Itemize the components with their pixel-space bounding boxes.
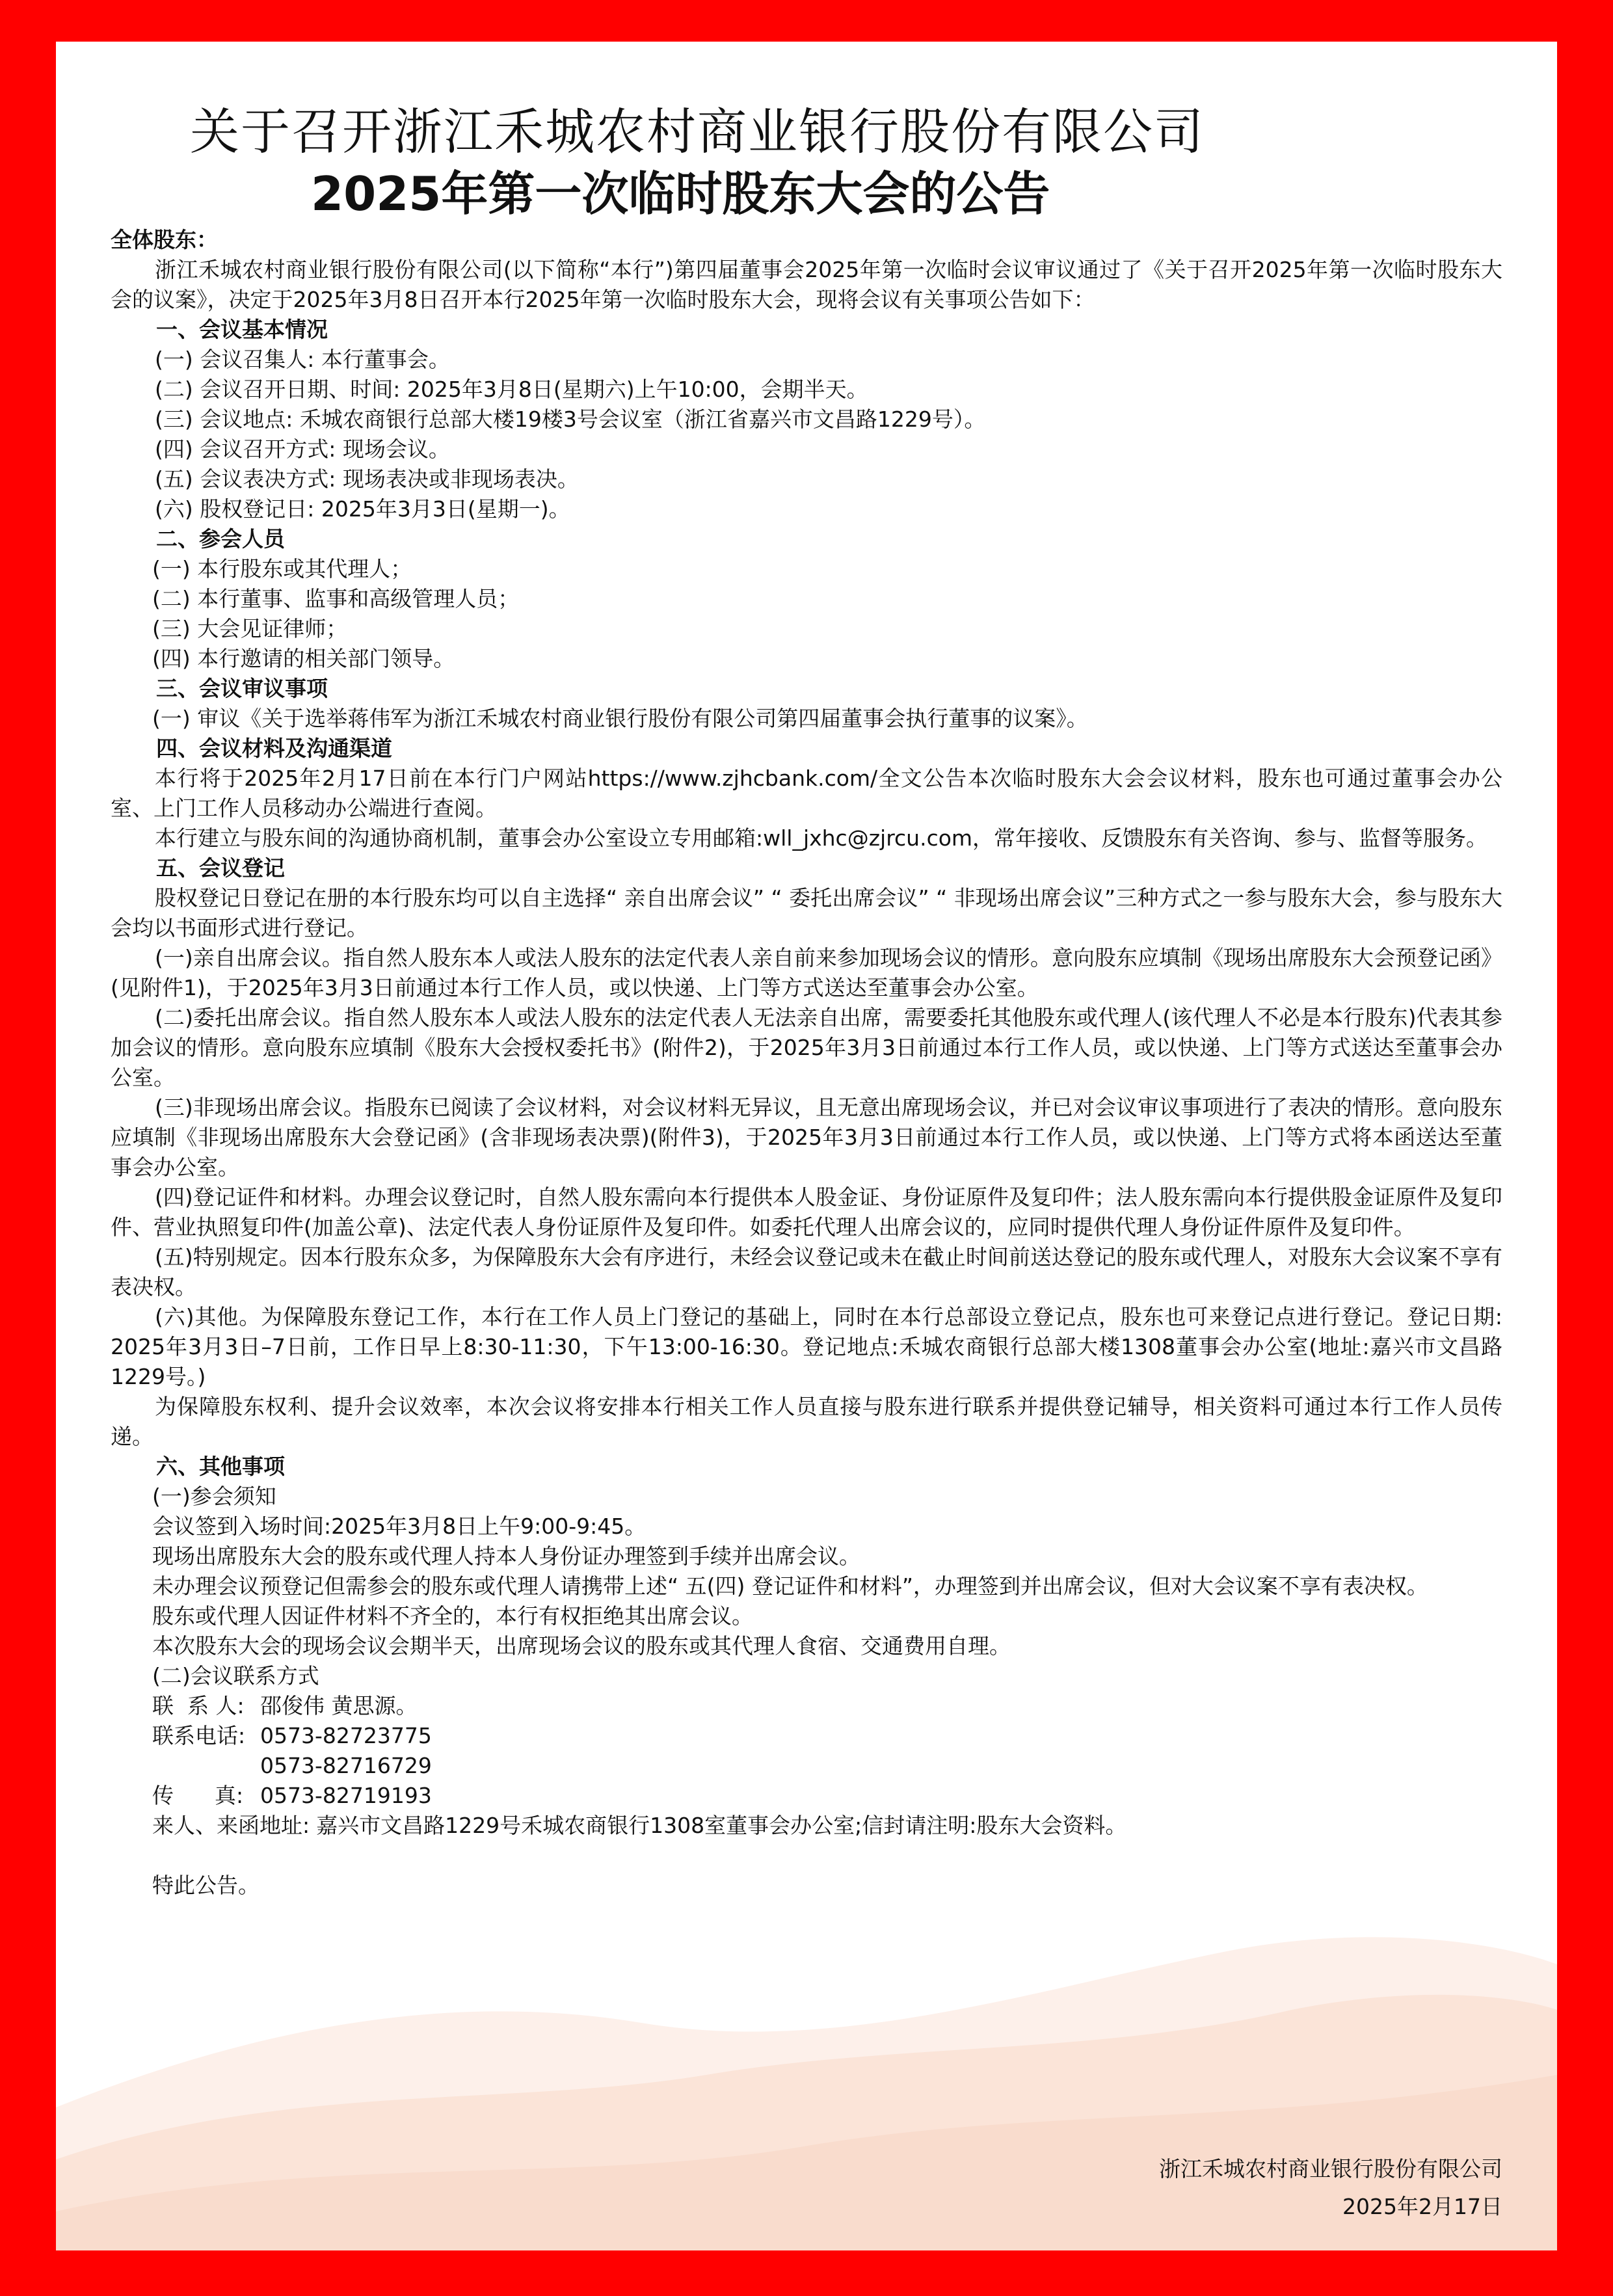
section-6-sub1-item: 现场出席股东大会的股东或代理人持本人身份证办理签到手续并出席会议。 (152, 1543, 860, 1569)
section-1-item: (二) 会议召开日期、时间: 2025年3月8日(星期六)上午10:00，会期半天。 (155, 377, 868, 402)
title-line-2: 2025年第一次临时股东大会的公告 (311, 167, 1050, 221)
section-1-item: (六) 股权登记日: 2025年3月3日(星期一)。 (155, 496, 570, 522)
signature-date: 2025年2月17日 (1342, 2194, 1502, 2219)
section-6-sub1-item: 股东或代理人因证件材料不齐全的，本行有权拒绝其出席会议。 (152, 1603, 753, 1629)
section-5-paragraph: (三)非现场出席会议。指股东已阅读了会议材料，对会议材料无异议，且无意出席现场会议，并已对会议审议事项进行了表决的情形。意向股东应填制《非现场出席股东大会登记函》(含非现场表决票)(附件3)，于2025年3月3日前通过本行工作人员，或以快递、上门等方式将本函送达至董事会办公室。 (111, 1095, 1502, 1180)
intro-paragraph: 浙江禾城农村商业银行股份有限公司(以下简称“本行”)第四届董事会2025年第一次临时会议审议通过了《关于召开2025年第一次临时股东大会的议案》，决定于2025年3月8日召开本行2025年第一次临时股东大会，现将会议有关事项公告如下： (111, 257, 1502, 312)
section-1-heading: 一、会议基本情况 (156, 317, 328, 342)
section-6-sub1-title: (一)参会须知 (152, 1484, 276, 1509)
section-1-item: (三) 会议地点: 禾城农商银行总部大楼19楼3号会议室（浙江省嘉兴市文昌路1229号）。 (155, 407, 986, 432)
contact-people-value: 邵俊伟 黄思源。 (260, 1693, 418, 1718)
section-6-sub1-item: 会议签到入场时间:2025年3月8日上午9:00-9:45。 (152, 1514, 647, 1539)
closing-remark: 特此公告。 (152, 1873, 260, 1898)
section-6-sub1-item: 本次股东大会的现场会议会期半天，出席现场会议的股东或其代理人食宿、交通费用自理。 (152, 1633, 1011, 1659)
section-5-paragraph: (二)委托出席会议。指自然人股东本人或法人股东的法定代表人无法亲自出席，需要委托其他股东或代理人(该代理人不必是本行股东)代表其参加会议的情形。意向股东应填制《股东大会授权委托书》(附件2)，于2025年3月3日前通过本行工作人员，或以快递、上门等方式送达至董事会办公室。 (111, 1005, 1502, 1090)
contact-phone-row (111, 1721, 1502, 1751)
notice-body (111, 225, 1502, 1901)
section-5-paragraph: (一)亲自出席会议。指自然人股东本人或法人股东的法定代表人亲自前来参加现场会议的情形。意向股东应填制《现场出席股东大会预登记函》(见附件1)，于2025年3月3日前通过本行工作人员，或以快递、上门等方式送达至董事会办公室。 (111, 945, 1502, 1000)
contact-phone-value: 0573-82723775 (260, 1723, 432, 1748)
section-5-paragraph: 股权登记日登记在册的本行股东均可以自主选择“ 亲自出席会议” “ 委托出席会议” “ 非现场出席会议”三种方式之一参与股东大会，参与股东大会均以书面形式进行登记。 (111, 885, 1502, 941)
section-2-item: (四) 本行邀请的相关部门领导。 (152, 646, 455, 671)
section-3-heading: 三、会议审议事项 (156, 676, 328, 701)
section-2-item: (二) 本行董事、监事和高级管理人员； (152, 586, 520, 611)
contact-address-value: 嘉兴市文昌路1229号禾城农商银行1308室董事会办公室;信封请注明:股东大会资料。 (316, 1813, 1127, 1838)
section-5-heading: 五、会议登记 (156, 855, 285, 881)
section-2-item: (一) 本行股东或其代理人； (152, 556, 412, 581)
contact-phone-label: 联系电话: (152, 1723, 246, 1748)
notice-sheet (56, 42, 1557, 2250)
section-1-item: (四) 会议召开方式: 现场会议。 (155, 436, 450, 462)
title-line-1: 关于召开浙江禾城农村商业银行股份有限公司 (190, 103, 1205, 161)
contact-people-label: 联 系 人: (152, 1693, 245, 1718)
section-3-item: (一) 审议《关于选举蒋伟军为浙江禾城农村商业银行股份有限公司第四届董事会执行董事的议案》。 (152, 706, 1088, 731)
contact-address-label: 来人、来函地址: (152, 1813, 310, 1838)
section-4-heading: 四、会议材料及沟通渠道 (156, 736, 392, 761)
section-5-paragraph: (五)特别规定。因本行股东众多，为保障股东大会有序进行，未经会议登记或未在截止时间前送达登记的股东或代理人，对股东大会议案不享有表决权。 (111, 1244, 1502, 1300)
contact-phone-value-2: 0573-82716729 (260, 1753, 432, 1778)
contact-fax-value: 0573-82719193 (260, 1783, 432, 1808)
salutation: 全体股东： (111, 227, 218, 252)
signature-org: 浙江禾城农村商业银行股份有限公司 (1159, 2156, 1502, 2182)
section-6-sub2-title: (二)会议联系方式 (152, 1663, 319, 1689)
section-4-paragraph: 本行将于2025年2月17日前在本行门户网站https://www.zjhcbank.com/全文公告本次临时股东大会会议材料，股东也可通过董事会办公室、上门工作人员移动办公端进行查阅。 (111, 766, 1502, 821)
contact-fax-row (111, 1781, 1502, 1811)
contact-address-row (111, 1811, 1502, 1841)
section-5-paragraph: (四)登记证件和材料。办理会议登记时，自然人股东需向本行提供本人股金证、身份证原件及复印件；法人股东需向本行提供股金证原件及复印件、营业执照复印件(加盖公章)、法定代表人身份证原件及复印件。如委托代理人出席会议的，应同时提供代理人身份证件原件及复印件。 (111, 1184, 1502, 1240)
section-1-item: (一) 会议召集人: 本行董事会。 (155, 347, 450, 372)
section-2-heading: 二、参会人员 (156, 526, 285, 552)
section-1-item: (五) 会议表决方式: 现场表决或非现场表决。 (155, 466, 579, 492)
section-5-paragraph: (六)其他。为保障股东登记工作，本行在工作人员上门登记的基础上，同时在本行总部设立登记点，股东也可来登记点进行登记。登记日期: 2025年3月3日–7日前，工作日早上8:30-11:30，下午13:00-16:30。登记地点:禾城农商银行总部大楼1308董事会办公室(地址:嘉兴市文昌路1229号。) (111, 1304, 1502, 1389)
contact-phone-row-2 (111, 1751, 1502, 1781)
section-5-paragraph: 为保障股东权利、提升会议效率，本次会议将安排本行相关工作人员直接与股东进行联系并提供登记辅导，相关资料可通过本行工作人员传递。 (111, 1394, 1502, 1449)
signature-block (1159, 2150, 1502, 2226)
contact-fax-label: 传 真: (152, 1783, 244, 1808)
section-6-heading: 六、其他事项 (156, 1454, 285, 1479)
section-4-paragraph: 本行建立与股东间的沟通协商机制，董事会办公室设立专用邮箱:wll_jxhc@zjrcu.com，常年接收、反馈股东有关咨询、参与、监督等服务。 (155, 825, 1488, 851)
section-6-sub1-item: 未办理会议预登记但需参会的股东或代理人请携带上述“ 五(四) 登记证件和材料”，办理签到并出席会议，但对大会议案不享有表决权。 (152, 1573, 1428, 1599)
section-2-item: (三) 大会见证律师； (152, 616, 348, 641)
contact-people-row (111, 1691, 1502, 1721)
